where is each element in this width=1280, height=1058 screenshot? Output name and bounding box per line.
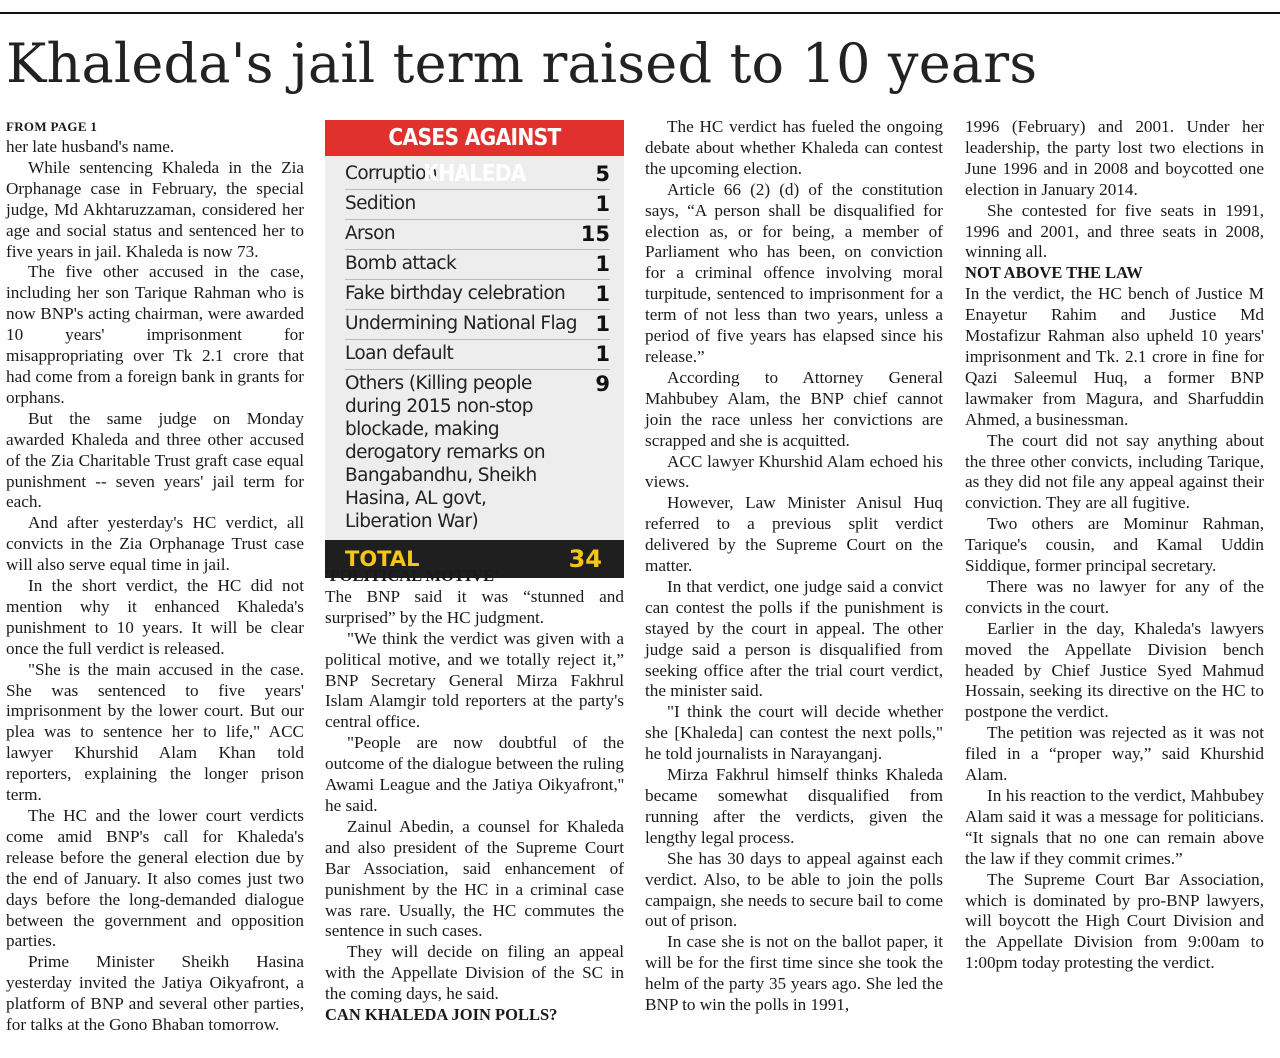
paragraph: She contested for five seats in 1991, 1996 and 2001, and three seats in 2008, winning all. [965, 200, 1264, 262]
paragraph: Two others are Mominur Rahman, Tarique's cousin, and Kamal Uddin Siddique, former principal secretary. [965, 514, 1264, 576]
article-column-4 [965, 117, 1264, 974]
paragraph: The HC and the lower court verdicts come amid BNP's call for Khaleda's release before the general election due by the end of January. It also comes just two days before the long-demanded dialogue between the government and opposition parties. [6, 806, 304, 951]
paragraph: The Supreme Court Bar Association, which is dominated by pro-BNP lawyers, will boycott the High Court Division and the Appellate Division from 9:00am to 1:00pm today protesting the verdict. [965, 869, 1264, 973]
total-label: TOTAL [345, 547, 420, 571]
paragraph: her late husband's name. [6, 137, 175, 156]
paragraph: "We think the verdict was given with a political motive, and we totally reject it,” BNP Secretary General Mirza Fakhrul Islam Alamgir told reporters at the party's central office. [325, 628, 624, 732]
subhead-political-motive: 'POLITICAL MOTIVE' [325, 566, 499, 585]
case-count: 1 [595, 192, 610, 216]
paragraph: In case she is not on the ballot paper, it will be for the first time since she took the helm of the party 35 years ago. She led the BNP to win the polls in 1991, [645, 932, 943, 1015]
paragraph: ACC lawyer Khurshid Alam echoed his views. [645, 451, 943, 492]
paragraph: 1996 (February) and 2001. Under her leadership, the party lost two elections in June 1996 and in 2008 and boycotted one election in January 2014. [965, 117, 1264, 199]
case-label: Others (Killing people during 2015 non-stop blockade, making derogatory remarks on Bangabandhu, Sheikh Hasina, AL govt, Liberation War) [345, 373, 545, 532]
case-label: Fake birthday celebration [345, 283, 566, 304]
case-count: 1 [595, 252, 610, 276]
case-label: Undermining National Flag [345, 313, 577, 334]
case-row [345, 280, 610, 310]
paragraph: Zainul Abedin, a counsel for Khaleda and also president of the Supreme Court Bar Association, said enhancement of punishment by the HC in a criminal case was rare. Usually, the HC commutes the sentence in such cases. [325, 816, 624, 941]
case-label: Bomb attack [345, 253, 457, 274]
paragraph: Mirza Fakhrul himself thinks Khaleda became somewhat disqualified from running after the verdicts, given the lengthy legal process. [645, 765, 943, 847]
paragraph: However, Law Minister Anisul Huq referred to a previous split verdict delivered by the Supreme Court on the matter. [645, 493, 943, 576]
case-label: Sedition [345, 193, 416, 214]
paragraph: There was no lawyer for any of the convicts in the court. [965, 576, 1264, 617]
paragraph: Article 66 (2) (d) of the constitution says, “A person shall be disqualified for election as, or for being, a member of Parliament who has been, on conviction for a criminal offence involving moral turpitude, sentenced to imprisonment for a term of not less than two years, unless a period of five years has elapsed since his release.” [645, 179, 943, 366]
article-column-3 [645, 117, 943, 1016]
case-label: Arson [345, 223, 395, 244]
paragraph: She has 30 days to appeal against each verdict. Also, to be able to join the polls campaign, she needs to secure bail to come out of prison. [645, 848, 943, 931]
case-label: Loan default [345, 343, 454, 364]
case-row [345, 310, 610, 340]
paragraph: But the same judge on Monday awarded Khaleda and three other accused of the Zia Charitable Trust graft case equal punishment -- seven years' jail term for each. [6, 408, 304, 512]
case-row [345, 250, 610, 280]
paragraph: Earlier in the day, Khaleda's lawyers moved the Appellate Division bench headed by Chief Justice Syed Mahmud Hossain, seeking its directive on the HC to postpone the verdict. [965, 618, 1264, 722]
paragraph: The petition was rejected as it was not filed in a “proper way,” said Khurshid Alam. [965, 723, 1264, 785]
case-count: 5 [595, 162, 610, 186]
cases-list [325, 156, 624, 536]
paragraph: "I think the court will decide whether she [Khaleda] can contest the next polls," he told journalists in Narayanganj. [645, 702, 943, 764]
cases-info-box [325, 120, 624, 578]
cases-box-title: CASES AGAINST KHALEDA [343, 120, 606, 156]
paragraph: "People are now doubtful of the outcome of the dialogue between the ruling Awami League and the Jatiya Oikyafront,'' he said. [325, 733, 624, 815]
paragraph: In the short verdict, the HC did not mention why it enhanced Khaleda's punishment to 10 years. It will be clear once the full verdict is released. [6, 576, 304, 658]
paragraph: In his reaction to the verdict, Mahbubey Alam said it was a message for politicians. “It signals that no one can remain above the law if they commit crimes.” [965, 786, 1264, 868]
article-column-2 [325, 566, 624, 1026]
case-row [345, 220, 610, 250]
paragraph: In the verdict, the HC bench of Justice M Enayetur Rahim and Justice Md Mostafizur Rahman also upheld 10 years' imprisonment and Tk. 2.1 crore in fine for Qazi Saleemul Huq, a former BNP lawmaker from Magura, and Sharfuddin Ahmed, a businessman. [965, 284, 1264, 429]
total-value: 34 [568, 545, 602, 573]
paragraph: "She is the main accused in the case. She was sentenced to five years' imprisonment by the lower court. But our plea was to sentence her to life," ACC lawyer Khurshid Alam Khan told reporters, explaining the longer prison term. [6, 659, 304, 805]
kicker: FROM PAGE 1 [6, 119, 98, 134]
paragraph: The five other accused in the case, including her son Tarique Rahman who is now BNP's acting chairman, were awarded 10 years' imprisonment for misappropriating over Tk 2.1 crore that had come from a foreign bank in grants for orphans. [6, 262, 304, 407]
top-rule [0, 12, 1280, 14]
case-row [345, 340, 610, 370]
article-column-1 [6, 117, 304, 1036]
case-count: 9 [595, 372, 610, 396]
paragraph: Prime Minister Sheikh Hasina yesterday invited the Jatiya Oikyafront, a platform of BNP and several other parties, for talks at the Gono Bhaban tomorrow. [6, 952, 304, 1035]
paragraph: According to Attorney General Mahbubey Alam, the BNP chief cannot join the race unless her convictions are scrapped and she is acquitted. [645, 367, 943, 450]
case-row [345, 190, 610, 220]
case-count: 1 [595, 312, 610, 336]
case-label: Corruption [345, 163, 438, 184]
paragraph: And after yesterday's HC verdict, all convicts in the Zia Orphanage Trust case will also serve equal time in jail. [6, 513, 304, 575]
paragraph: The court did not say anything about the three other convicts, including Tarique, as they did not file any appeal against their conviction. They are all fugitive. [965, 430, 1264, 513]
case-count: 1 [595, 282, 610, 306]
case-row [345, 370, 610, 536]
headline: Khaleda's jail term raised to 10 years [6, 32, 1038, 95]
case-count: 1 [595, 342, 610, 366]
subhead-not-above-law: NOT ABOVE THE LAW [965, 263, 1143, 283]
paragraph: The HC verdict has fueled the ongoing debate about whether Khaleda can contest the upcoming election. [645, 117, 943, 178]
case-count: 15 [580, 222, 610, 246]
subhead-join-polls: CAN KHALEDA JOIN POLLS? [325, 1005, 558, 1025]
paragraph: The BNP said it was “stunned and surprised” by the HC judgment. [325, 586, 624, 627]
paragraph: They will decide on filing an appeal with the Appellate Division of the SC in the coming days, he said. [325, 942, 624, 1004]
paragraph: In that verdict, one judge said a convict can contest the polls if the punishment is stayed by the court in appeal. The other judge said a person is disqualified from seeking office after the trial court verdict, the minister said. [645, 576, 943, 701]
paragraph: While sentencing Khaleda in the Zia Orphanage case in February, the special judge, Md Akhtaruzzaman, considered her age and social status and sentenced her to five years in jail. Khaleda is now 73. [6, 157, 304, 261]
